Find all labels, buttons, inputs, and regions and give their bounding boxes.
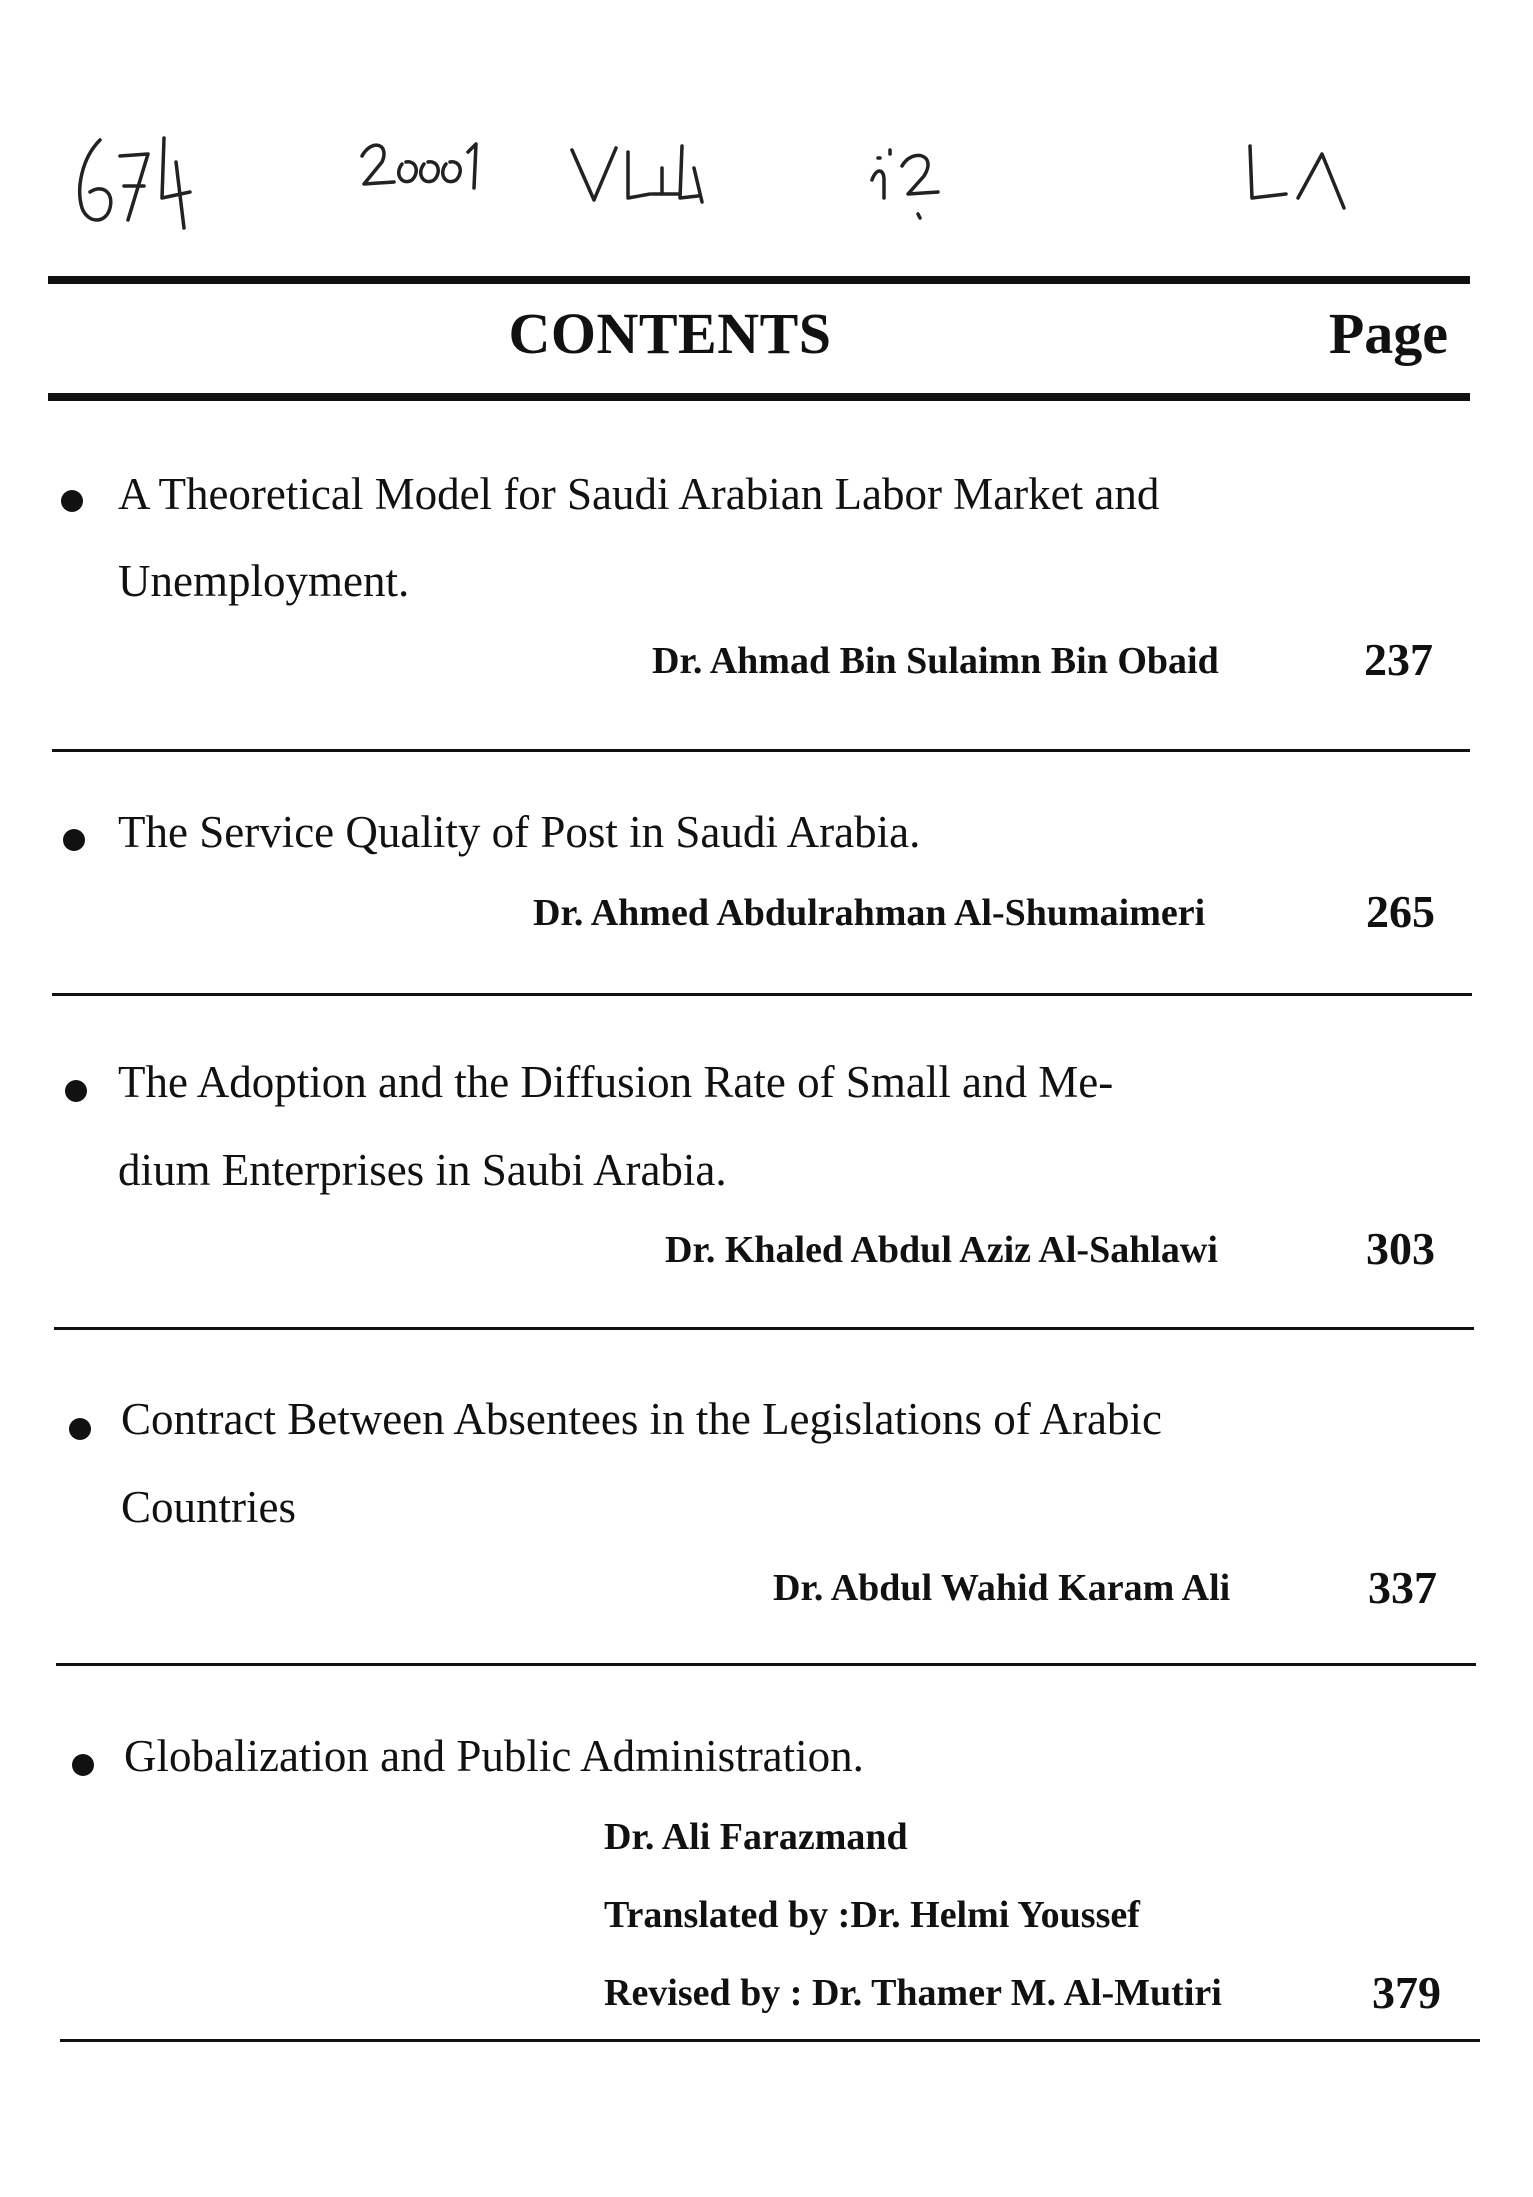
entry-divider (52, 993, 1472, 996)
entry-page-number: 379 (1372, 1967, 1441, 2018)
entry-title-line: Countries (121, 1482, 296, 1532)
header-bottom-rule (48, 393, 1470, 401)
entry-divider (54, 1327, 1474, 1330)
entry-title-line: The Adoption and the Diffusion Rate of Small and Me- (118, 1057, 1114, 1107)
header-top-rule (48, 276, 1470, 284)
entry-title-line: A Theoretical Model for Saudi Arabian Labor Market and (118, 469, 1160, 519)
entry-page-number: 237 (1364, 634, 1433, 685)
entry-page-number: 337 (1368, 1562, 1437, 1613)
entry-page-number: 265 (1366, 886, 1435, 937)
page-column-heading: Page (1328, 301, 1448, 366)
contents-heading: CONTENTS (508, 301, 832, 366)
entry-author: Dr. Ahmed Abdulrahman Al-Shumaimeri (533, 892, 1206, 934)
entry-page-number: 303 (1366, 1223, 1435, 1274)
entry-reviser: Revised by : Dr. Thamer M. Al-Mutiri (604, 1972, 1222, 2014)
bullet-icon (61, 490, 83, 512)
entry-title-line: Unemployment. (118, 556, 410, 606)
entry-title-line: The Service Quality of Post in Saudi Arabia. (118, 807, 921, 857)
bottom-rule (60, 2039, 1480, 2042)
entry-divider (52, 749, 1470, 752)
entry-author: Dr. Abdul Wahid Karam Ali (773, 1567, 1231, 1609)
entry-author: Dr. Ahmad Bin Sulaimn Bin Obaid (652, 640, 1219, 682)
handwritten-note (72, 128, 1362, 238)
entry-title-line: Contract Between Absentees in the Legislations of Arabic (121, 1394, 1162, 1444)
entry-author: Dr. Khaled Abdul Aziz Al-Sahlawi (665, 1229, 1218, 1271)
bullet-icon (65, 1080, 87, 1102)
entry-divider (56, 1663, 1476, 1666)
bullet-icon (63, 829, 85, 851)
entry-translator: Translated by :Dr. Helmi Youssef (604, 1894, 1140, 1936)
bullet-icon (69, 1418, 91, 1440)
entry-title-line: dium Enterprises in Saubi Arabia. (118, 1145, 727, 1195)
entry-title-line: Globalization and Public Administration. (124, 1731, 864, 1781)
entry-author: Dr. Ali Farazmand (604, 1816, 908, 1858)
bullet-icon (72, 1754, 94, 1776)
